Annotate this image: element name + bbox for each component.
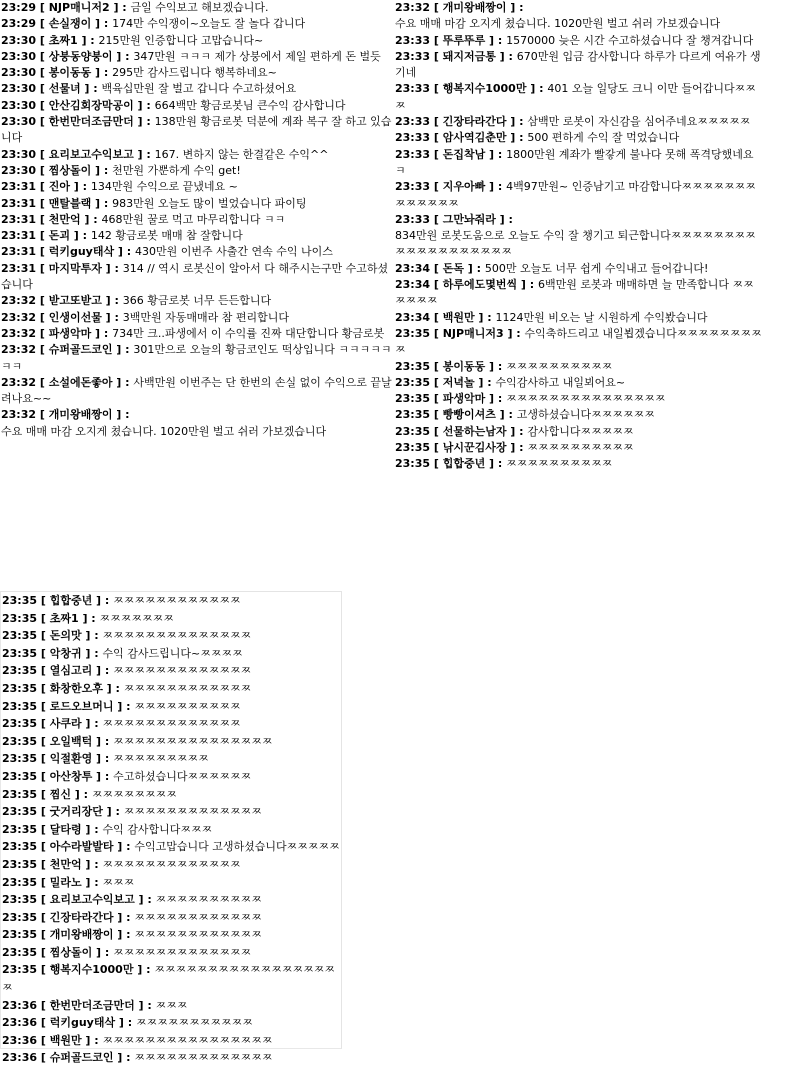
message-time: 23:30 bbox=[1, 33, 37, 47]
message-text: 215만원 인증합니다 고맙습니다~ bbox=[98, 33, 264, 47]
message-text: 1570000 늦은 시간 수고하셨습니다 잘 챙겨갑니다 bbox=[506, 33, 754, 47]
message-nickname: 오일백턱 bbox=[49, 734, 93, 748]
message-text: 수고하셨습니다ㅉㅉㅉㅉㅉㅉ bbox=[113, 769, 252, 783]
message-time: 23:35 bbox=[2, 769, 38, 783]
message-time: 23:35 bbox=[2, 875, 38, 889]
message-nickname: 힙합중년 bbox=[442, 457, 486, 471]
message-nickname: 요리보고수익보고 bbox=[49, 893, 135, 907]
message-time: 23:32 bbox=[1, 294, 37, 308]
message-nickname: 뚜루뚜루 bbox=[442, 33, 486, 47]
chat-message: 23:35 [ 힙합중년 ] : ㅉㅉㅉㅉㅉㅉㅉㅉㅉㅉㅉㅉ bbox=[2, 594, 241, 607]
chat-message: 23:35 [ 굿거리장단 ] : ㅉㅉㅉㅉㅉㅉㅉㅉㅉㅉㅉㅉㅉ bbox=[2, 805, 262, 819]
message-text: ㅉㅉㅉ bbox=[102, 875, 135, 889]
message-time: 23:33 bbox=[395, 82, 431, 96]
chat-message: 23:36 [ 슈퍼골드코인 ] : ㅉㅉㅉㅉㅉㅉㅉㅉㅉㅉㅉㅉㅉ bbox=[2, 1051, 273, 1065]
message-text: 347만원 ㅋㅋㅋ 제가 상붕에서 제일 편하게 돈 벌듯 bbox=[133, 49, 381, 63]
message-nickname: NJP매니저3 bbox=[442, 326, 504, 340]
message-time: 23:35 bbox=[395, 326, 431, 340]
message-text: 4백97만원~ 인증남기고 마감합니다ㅉㅉㅉㅉㅉㅉㅉㅉㅉㅉㅉㅉㅉ bbox=[395, 180, 756, 210]
chat-message: 23:30 [ 안산김회장막공이 ] : 664백만 황금로봇님 큰수익 감사합니다 bbox=[1, 98, 346, 112]
message-nickname: 개미왕배짱이 bbox=[48, 408, 113, 422]
message-time: 23:33 bbox=[395, 180, 431, 194]
message-text: 고생하셨습니다ㅉㅉㅉㅉㅉㅉ bbox=[516, 408, 655, 422]
message-time: 23:35 bbox=[2, 681, 38, 695]
message-text: ㅉㅉㅉ bbox=[155, 998, 188, 1012]
message-time: 23:29 bbox=[1, 1, 37, 14]
message-nickname: 찜상돌이 bbox=[49, 945, 93, 959]
message-time: 23:35 bbox=[2, 963, 38, 977]
message-text: ㅉㅉㅉㅉㅉㅉㅉㅉㅉㅉㅉㅉㅉ bbox=[102, 717, 241, 731]
message-text: ㅉㅉㅉㅉㅉㅉㅉㅉㅉㅉㅉㅉㅉㅉㅉㅉ bbox=[102, 1033, 273, 1047]
message-nickname: 하루에도몇번씩 bbox=[442, 278, 518, 292]
message-nickname: 초짜1 bbox=[49, 611, 79, 625]
chat-message: 23:35 [ 화창한오후 ] : ㅉㅉㅉㅉㅉㅉㅉㅉㅉㅉㅉㅉ bbox=[2, 681, 252, 695]
message-text: 수익 감사드립니다~ㅉㅉㅉㅉ bbox=[102, 646, 243, 660]
message-time: 23:35 bbox=[2, 840, 38, 854]
message-nickname: 인생이선물 bbox=[48, 310, 102, 324]
message-text: 수익감사하고 내일뵈어요~ bbox=[495, 375, 626, 389]
chat-message: 23:35 [ 파생악마 ] : ㅉㅉㅉㅉㅉㅉㅉㅉㅉㅉㅉㅉㅉㅉㅉ bbox=[395, 392, 666, 406]
message-text: 983만원 오늘도 많이 벌었습니다 파이팅 bbox=[112, 196, 307, 210]
message-time: 23:34 bbox=[395, 278, 431, 292]
message-text: 백육십만원 잘 벌고 갑니다 수고하셨어요 bbox=[101, 82, 297, 96]
chat-log-panel-1 bbox=[0, 0, 398, 537]
chat-message: 23:35 [ 선물하는남자 ] : 감사합니다ㅉㅉㅉㅉㅉ bbox=[395, 424, 634, 438]
message-text: 138만원 황금로봇 덕분에 계좌 복구 잘 하고 있습니다 bbox=[1, 115, 392, 145]
message-text: 734만 크..파생에서 이 수익률 진짜 대단합니다 황금로봇 bbox=[112, 326, 385, 340]
message-nickname: 초짜1 bbox=[48, 33, 78, 47]
message-time: 23:35 bbox=[2, 857, 38, 871]
chat-message: 23:32 [ 소설에돈좋아 ] : 사백만원 이번주는 단 한번의 손실 없이 수익으로 끝날려나요~~ bbox=[1, 375, 392, 406]
message-time: 23:35 bbox=[395, 375, 431, 389]
message-time: 23:36 bbox=[2, 1033, 38, 1047]
message-time: 23:35 bbox=[395, 408, 431, 422]
message-time: 23:32 bbox=[1, 375, 37, 389]
message-nickname: 백원만 bbox=[442, 310, 475, 324]
message-nickname: 맨탈블랙 bbox=[48, 196, 92, 210]
message-text: ㅉㅉㅉㅉㅉㅉㅉㅉㅉㅉㅉㅉㅉ bbox=[123, 805, 262, 819]
message-time: 23:29 bbox=[1, 17, 37, 31]
message-time: 23:36 bbox=[2, 998, 38, 1012]
message-nickname: 선물하는남자 bbox=[442, 424, 507, 438]
message-text: 수익축하드리고 내일뵙겠습니다ㅉㅉㅉㅉㅉㅉㅉㅉㅉ bbox=[395, 326, 762, 357]
message-nickname: 지우아빠 bbox=[442, 180, 486, 194]
message-text: ㅉㅉㅉㅉㅉㅉㅉㅉㅉㅉㅉㅉㅉ bbox=[102, 857, 241, 871]
message-time: 23:33 bbox=[395, 147, 431, 161]
message-time: 23:31 bbox=[1, 212, 37, 226]
chat-message: 23:35 [ 아산창투 ] : 수고하셨습니다ㅉㅉㅉㅉㅉㅉ bbox=[2, 769, 252, 783]
message-nickname: 낚시꾼김사장 bbox=[442, 441, 507, 455]
message-nickname: 익절환영 bbox=[49, 752, 93, 766]
message-nickname: 소설에돈좋아 bbox=[48, 375, 113, 389]
message-time: 23:35 bbox=[395, 359, 431, 373]
chat-message: 23:35 [ 개미왕배짱이 ] : ㅉㅉㅉㅉㅉㅉㅉㅉㅉㅉㅉㅉ bbox=[2, 928, 262, 942]
message-time: 23:36 bbox=[2, 1016, 38, 1030]
chat-message: 23:32 [ 인생이선물 ] : 3백만원 자동매매라 참 편리합니다 bbox=[1, 310, 290, 324]
message-nickname: 긴장타라간다 bbox=[49, 910, 114, 924]
chat-message: 23:35 [ 오일백턱 ] : ㅉㅉㅉㅉㅉㅉㅉㅉㅉㅉㅉㅉㅉㅉㅉ bbox=[2, 734, 273, 748]
message-text: 142 황금로봇 매매 참 잘합니다 bbox=[90, 229, 243, 243]
message-text: 134만원 수익으로 끝냈네요 ~ bbox=[90, 180, 238, 194]
message-time: 23:35 bbox=[2, 594, 38, 607]
chat-message: 23:35 [ 밀라노 ] : ㅉㅉㅉ bbox=[2, 875, 135, 889]
message-nickname: 행복지수1000만 bbox=[442, 82, 527, 96]
chat-message: 23:32 [ 파생악마 ] : 734만 크..파생에서 이 수익률 진짜 대단합니다 황금로봇 bbox=[1, 326, 385, 340]
message-text: ㅉㅉㅉㅉㅉㅉㅉㅉㅉㅉ bbox=[527, 441, 634, 455]
message-text: ㅉㅉㅉㅉㅉㅉㅉㅉㅉㅉㅉㅉㅉ bbox=[113, 664, 252, 678]
message-text: ㅉㅉㅉㅉㅉㅉㅉㅉㅉㅉㅉㅉㅉㅉㅉㅉㅉㅉ bbox=[2, 963, 336, 995]
message-text: 금일 수익보고 해보겠습니다. bbox=[130, 1, 269, 14]
message-nickname: 찜상돌이 bbox=[48, 163, 92, 177]
chat-message: 23:35 [ 로드오브머니 ] : ㅉㅉㅉㅉㅉㅉㅉㅉㅉㅉ bbox=[2, 699, 241, 713]
message-nickname: 돈괴 bbox=[48, 229, 70, 243]
message-nickname: 럭키guy태삭 bbox=[48, 245, 115, 259]
message-nickname: 마지막투자 bbox=[48, 261, 102, 275]
message-nickname: 굿거리장단 bbox=[49, 805, 103, 819]
message-time: 23:31 bbox=[1, 245, 37, 259]
chat-message: 23:35 [ 초짜1 ] : ㅉㅉㅉㅉㅉㅉㅉ bbox=[2, 611, 174, 625]
chat-message bbox=[394, 16, 764, 32]
message-text: ㅉㅉㅉㅉㅉㅉㅉㅉㅉㅉㅉ bbox=[136, 1016, 253, 1030]
message-nickname: 화창한오후 bbox=[49, 681, 103, 695]
chat-message: 23:35 [ 봉이동동 ] : ㅉㅉㅉㅉㅉㅉㅉㅉㅉㅉ bbox=[395, 359, 613, 373]
message-text: 수요 매매 마감 오지게 쳤습니다. 1020만원 벌고 쉬러 가보겠습니다 bbox=[1, 424, 327, 438]
message-text: 174만 수익쟁이~오늘도 잘 놀다 갑니다 bbox=[112, 17, 306, 31]
message-text: 수익고맙습니다 고생하셨습니다ㅉㅉㅉㅉㅉ bbox=[134, 840, 340, 854]
message-text: 1124만원 비오는 날 시원하게 수익봤습니다 bbox=[495, 310, 708, 324]
message-time: 23:35 bbox=[2, 611, 38, 625]
message-time: 23:32 bbox=[1, 408, 37, 422]
chat-message: 23:31 [ 천만억 ] : 468만원 꿀로 먹고 마무리합니다 ㅋㅋ bbox=[1, 212, 286, 226]
message-text: ㅉㅉㅉㅉㅉㅉㅉㅉㅉㅉㅉㅉㅉㅉ bbox=[102, 629, 252, 643]
message-text: 664백만 황금로봇님 큰수익 감사합니다 bbox=[154, 98, 346, 112]
chat-message: 23:30 [ 상붕동양붕이 ] : 347만원 ㅋㅋㅋ 제가 상붕에서 제일 편하게 돈 벌듯 bbox=[1, 49, 381, 63]
message-text: 천만원 가뿐하게 수익 get! bbox=[112, 163, 241, 177]
chat-message: 23:36 [ 럭키guy태삭 ] : ㅉㅉㅉㅉㅉㅉㅉㅉㅉㅉㅉ bbox=[2, 1016, 253, 1030]
message-nickname: 돈독 bbox=[442, 261, 464, 275]
message-nickname: 파생악마 bbox=[48, 326, 92, 340]
chat-message: 23:35 [ 아수라발발타 ] : 수익고맙습니다 고생하셨습니다ㅉㅉㅉㅉㅉ bbox=[2, 840, 340, 854]
message-nickname: 긴장타라간다 bbox=[442, 115, 507, 129]
message-time: 23:35 bbox=[2, 734, 38, 748]
chat-message: 23:33 [ 돈집착남 ] : 1800만원 계좌가 빨갛게 불나다 못해 폭격당했네요ㅋ bbox=[395, 147, 754, 177]
chat-message: 23:35 [ 악창귀 ] : 수익 감사드립니다~ㅉㅉㅉㅉ bbox=[2, 646, 243, 660]
chat-message: 23:32 [ 개미왕배짱이 ] : bbox=[395, 1, 524, 14]
message-time: 23:33 bbox=[395, 33, 431, 47]
message-text: ㅉㅉㅉㅉㅉㅉㅉㅉ bbox=[91, 787, 177, 801]
message-nickname: 천만억 bbox=[49, 857, 82, 871]
message-text: 468만원 꿀로 먹고 마무리합니다 ㅋㅋ bbox=[101, 212, 286, 226]
message-text: ㅉㅉㅉㅉㅉㅉㅉㅉㅉㅉㅉㅉ bbox=[123, 681, 252, 695]
message-nickname: 파생악마 bbox=[442, 392, 486, 406]
message-time: 23:33 bbox=[395, 212, 431, 226]
message-time: 23:32 bbox=[1, 310, 37, 324]
message-time: 23:33 bbox=[395, 49, 431, 63]
message-time: 23:30 bbox=[1, 147, 37, 161]
message-time: 23:35 bbox=[2, 822, 38, 836]
chat-message: 23:35 [ 열심고리 ] : ㅉㅉㅉㅉㅉㅉㅉㅉㅉㅉㅉㅉㅉ bbox=[2, 664, 252, 678]
chat-message: 23:30 [ 찜상돌이 ] : 천만원 가뿐하게 수익 get! bbox=[1, 163, 241, 177]
message-time: 23:32 bbox=[1, 343, 37, 357]
chat-message: 23:32 [ 받고또받고 ] : 366 황금로봇 너무 든든합니다 bbox=[1, 294, 272, 308]
message-text: 수요 매매 마감 오지게 쳤습니다. 1020만원 벌고 쉬러 가보겠습니다 bbox=[395, 17, 721, 31]
chat-message: 23:33 [ 그만놔줘라 ] : bbox=[395, 212, 513, 226]
chat-log-panel-2 bbox=[394, 0, 764, 537]
chat-message: 23:36 [ 백원만 ] : ㅉㅉㅉㅉㅉㅉㅉㅉㅉㅉㅉㅉㅉㅉㅉㅉ bbox=[2, 1033, 273, 1047]
chat-message: 23:33 [ 암사역김춘만 ] : 500 편하게 수익 잘 먹었습니다 bbox=[395, 131, 680, 145]
message-nickname: 돈집착남 bbox=[442, 147, 486, 161]
message-nickname: 빵빵이셔츠 bbox=[442, 408, 496, 422]
message-nickname: 슈퍼골드코인 bbox=[48, 343, 113, 357]
message-time: 23:35 bbox=[2, 664, 38, 678]
message-nickname: 돈의맛 bbox=[49, 629, 82, 643]
chat-message: 23:33 [ 지우아빠 ] : 4백97만원~ 인증남기고 마감합니다ㅉㅉㅉㅉㅉㅉㅉㅉㅉㅉㅉㅉㅉ bbox=[395, 180, 756, 210]
message-nickname: 안산김회장막공이 bbox=[48, 98, 134, 112]
message-time: 23:35 bbox=[2, 646, 38, 660]
chat-message: 23:35 [ 낚시꾼김사장 ] : ㅉㅉㅉㅉㅉㅉㅉㅉㅉㅉ bbox=[395, 441, 634, 455]
message-time: 23:35 bbox=[2, 928, 38, 942]
message-nickname: 럭키guy태삭 bbox=[49, 1016, 116, 1030]
message-text: 감사합니다ㅉㅉㅉㅉㅉ bbox=[527, 424, 634, 438]
chat-message: 23:36 [ 한번만더조금만더 ] : ㅉㅉㅉ bbox=[2, 998, 188, 1012]
message-nickname: 저녁놀 bbox=[442, 375, 475, 389]
message-text: 1800만원 계좌가 빨갛게 불나다 못해 폭격당했네요ㅋ bbox=[395, 147, 754, 177]
message-text: ㅉㅉㅉㅉㅉㅉㅉ bbox=[99, 611, 174, 625]
chat-message: 23:35 [ 긴장타라간다 ] : ㅉㅉㅉㅉㅉㅉㅉㅉㅉㅉㅉㅉ bbox=[2, 910, 262, 924]
chat-message: 23:33 [ 돼지저금통 ] : 670만원 입금 감사합니다 하루가 다르게 여유가 생기네 bbox=[395, 49, 761, 80]
message-nickname: 돼지저금통 bbox=[442, 49, 496, 63]
message-text: 401 오늘 일당도 크니 이만 들어갑니다ㅉㅉㅉ bbox=[395, 82, 756, 112]
message-time: 23:30 bbox=[1, 82, 37, 96]
message-nickname: 악창귀 bbox=[49, 646, 82, 660]
message-text: 670만원 입금 감사합니다 하루가 다르게 여유가 생기네 bbox=[395, 49, 761, 80]
message-time: 23:35 bbox=[2, 752, 38, 766]
chat-message: 23:35 [ 저녁놀 ] : 수익감사하고 내일뵈어요~ bbox=[395, 375, 626, 389]
chat-message: 23:35 [ 요리보고수익보고 ] : ㅉㅉㅉㅉㅉㅉㅉㅉㅉㅉ bbox=[2, 893, 262, 907]
chat-message: 23:33 [ 긴장타라간다 ] : 삼백만 로봇이 자신감을 심어주네요ㅉㅉㅉㅉㅉ bbox=[395, 115, 751, 129]
message-text: ㅉㅉㅉㅉㅉㅉㅉㅉㅉㅉ bbox=[506, 359, 613, 373]
chat-message: 23:35 [ 돈의맛 ] : ㅉㅉㅉㅉㅉㅉㅉㅉㅉㅉㅉㅉㅉㅉ bbox=[2, 629, 252, 643]
chat-message: 23:35 [ 찜신 ] : ㅉㅉㅉㅉㅉㅉㅉㅉ bbox=[2, 787, 177, 801]
message-time: 23:35 bbox=[2, 893, 38, 907]
message-text: ㅉㅉㅉㅉㅉㅉㅉㅉㅉㅉㅉㅉ bbox=[134, 910, 262, 924]
message-text: 314 // 역시 로봇신이 알아서 다 해주시는구만 수고하셨습니다 bbox=[1, 261, 389, 292]
chat-message: 23:29 [ 손실쟁이 ] : 174만 수익쟁이~오늘도 잘 놀다 갑니다 bbox=[1, 17, 306, 31]
message-text: ㅉㅉㅉㅉㅉㅉㅉㅉㅉㅉㅉㅉㅉ bbox=[113, 945, 252, 959]
message-text: 430만원 이번주 사출간 연속 수익 나이스 bbox=[135, 245, 333, 259]
message-time: 23:35 bbox=[395, 424, 431, 438]
message-text: ㅉㅉㅉㅉㅉㅉㅉㅉㅉㅉㅉㅉ bbox=[134, 928, 262, 942]
message-nickname: 달타령 bbox=[49, 822, 82, 836]
message-text: ㅉㅉㅉㅉㅉㅉㅉㅉㅉㅉ bbox=[506, 457, 613, 471]
chat-message: 23:30 [ 한번만더조금만더 ] : 138만원 황금로봇 덕분에 계좌 복구 잘 하고 있습니다 bbox=[1, 115, 392, 145]
message-text: 사백만원 이번주는 단 한번의 손실 없이 수익으로 끝날려나요~~ bbox=[1, 375, 392, 406]
message-nickname: 진아 bbox=[48, 180, 70, 194]
message-time: 23:31 bbox=[1, 261, 37, 275]
message-time: 23:35 bbox=[2, 945, 38, 959]
message-time: 23:32 bbox=[395, 1, 431, 14]
message-time: 23:35 bbox=[2, 910, 38, 924]
chat-message: 23:31 [ 진아 ] : 134만원 수익으로 끝냈네요 ~ bbox=[1, 180, 238, 194]
message-time: 23:35 bbox=[2, 717, 38, 731]
message-text: 295만 감사드립니다 행복하네요~ bbox=[112, 66, 277, 80]
chat-message: 23:31 [ 럭키guy태삭 ] : 430만원 이번주 사출간 연속 수익 나이스 bbox=[1, 245, 333, 259]
chat-message: 23:35 [ 행복지수1000만 ] : ㅉㅉㅉㅉㅉㅉㅉㅉㅉㅉㅉㅉㅉㅉㅉㅉㅉㅉ bbox=[2, 963, 336, 995]
message-nickname: 선물녀 bbox=[48, 82, 81, 96]
message-time: 23:35 bbox=[2, 629, 38, 643]
chat-log-panel-3 bbox=[0, 591, 342, 1065]
message-nickname: 로드오브머니 bbox=[49, 699, 114, 713]
chat-message: 23:32 [ 슈퍼골드코인 ] : 301만으로 오늘의 황금코인도 떡상입니다 ㅋㅋㅋㅋㅋㅋㅋ bbox=[1, 343, 392, 373]
message-text: 삼백만 로봇이 자신감을 심어주네요ㅉㅉㅉㅉㅉ bbox=[527, 115, 751, 129]
message-nickname: 상붕동양붕이 bbox=[48, 49, 113, 63]
message-nickname: 슈퍼골드코인 bbox=[49, 1051, 114, 1065]
message-time: 23:30 bbox=[1, 163, 37, 177]
message-time: 23:32 bbox=[1, 326, 37, 340]
message-time: 23:35 bbox=[395, 392, 431, 406]
chat-message: 23:31 [ 마지막투자 ] : 314 // 역시 로봇신이 알아서 다 해주시는구만 수고하셨습니다 bbox=[1, 261, 389, 292]
message-text: ㅉㅉㅉㅉㅉㅉㅉㅉㅉㅉㅉㅉㅉ bbox=[134, 1051, 273, 1065]
chat-message: 23:31 [ 맨탈블랙 ] : 983만원 오늘도 많이 벌었습니다 파이팅 bbox=[1, 196, 307, 210]
message-nickname: 아산창투 bbox=[49, 769, 93, 783]
message-time: 23:34 bbox=[395, 310, 431, 324]
message-nickname: 개미왕배짱이 bbox=[442, 1, 507, 14]
message-nickname: 봉이동동 bbox=[48, 66, 92, 80]
message-nickname: 찜신 bbox=[49, 787, 71, 801]
message-time: 23:35 bbox=[2, 787, 38, 801]
chat-message: 23:30 [ 초짜1 ] : 215만원 인증합니다 고맙습니다~ bbox=[1, 33, 264, 47]
message-nickname: 밀라노 bbox=[49, 875, 82, 889]
chat-message: 23:35 [ 익절환영 ] : ㅉㅉㅉㅉㅉㅉㅉㅉㅉ bbox=[2, 752, 209, 766]
message-text: ㅉㅉㅉㅉㅉㅉㅉㅉㅉㅉ bbox=[134, 699, 241, 713]
message-time: 23:31 bbox=[1, 180, 37, 194]
message-nickname: 받고또받고 bbox=[48, 294, 102, 308]
chat-message: 23:33 [ 행복지수1000만 ] : 401 오늘 일당도 크니 이만 들어갑니다ㅉㅉㅉ bbox=[395, 82, 756, 112]
chat-message: 23:34 [ 돈독 ] : 500만 오늘도 너무 쉽게 수익내고 들어갑니다! bbox=[395, 261, 709, 275]
chat-message bbox=[394, 228, 764, 261]
chat-message: 23:35 [ 사쿠라 ] : ㅉㅉㅉㅉㅉㅉㅉㅉㅉㅉㅉㅉㅉ bbox=[2, 717, 241, 731]
message-nickname: 요리보고수익보고 bbox=[48, 147, 134, 161]
chat-message: 23:30 [ 봉이동동 ] : 295만 감사드립니다 행복하네요~ bbox=[1, 66, 277, 80]
message-text: ㅉㅉㅉㅉㅉㅉㅉㅉㅉㅉㅉㅉ bbox=[113, 594, 241, 607]
message-time: 23:36 bbox=[2, 1051, 38, 1065]
message-time: 23:30 bbox=[1, 98, 37, 112]
chat-message: 23:32 [ 개미왕배짱이 ] : bbox=[1, 408, 130, 422]
message-nickname: 개미왕배짱이 bbox=[49, 928, 114, 942]
chat-message: 23:29 [ NJP매니저2 ] : 금일 수익보고 해보겠습니다. bbox=[1, 1, 269, 14]
message-text: 301만으로 오늘의 황금코인도 떡상입니다 ㅋㅋㅋㅋㅋㅋㅋ bbox=[1, 343, 392, 373]
message-nickname: 아수라발발타 bbox=[49, 840, 114, 854]
message-time: 23:35 bbox=[395, 441, 431, 455]
message-time: 23:33 bbox=[395, 115, 431, 129]
chat-message: 23:35 [ NJP매니저3 ] : 수익축하드리고 내일뵙겠습니다ㅉㅉㅉㅉㅉㅉㅉㅉㅉ bbox=[395, 326, 762, 357]
chat-message: 23:35 [ 찜상돌이 ] : ㅉㅉㅉㅉㅉㅉㅉㅉㅉㅉㅉㅉㅉ bbox=[2, 945, 252, 959]
message-time: 23:30 bbox=[1, 49, 37, 63]
chat-message: 23:30 [ 선물녀 ] : 백육십만원 잘 벌고 갑니다 수고하셨어요 bbox=[1, 82, 297, 96]
message-text: 수익 감사합니다ㅉㅉㅉ bbox=[102, 822, 213, 836]
chat-message: 23:35 [ 힙합중년 ] : ㅉㅉㅉㅉㅉㅉㅉㅉㅉㅉ bbox=[395, 457, 613, 471]
chat-message: 23:34 [ 하루에도몇번씩 ] : 6백만원 로봇과 매매하면 늘 만족합니다 ㅉㅉㅉㅉㅉㅉ bbox=[395, 278, 754, 308]
message-text: 500만 오늘도 너무 쉽게 수익내고 들어갑니다! bbox=[484, 261, 709, 275]
message-text: 366 황금로봇 너무 든든합니다 bbox=[122, 294, 272, 308]
chat-message: 23:35 [ 달타령 ] : 수익 감사합니다ㅉㅉㅉ bbox=[2, 822, 213, 836]
message-nickname: 암사역김춘만 bbox=[442, 131, 507, 145]
message-nickname: 한번만더조금만더 bbox=[48, 115, 134, 129]
message-time: 23:31 bbox=[1, 196, 37, 210]
message-time: 23:30 bbox=[1, 115, 37, 129]
message-nickname: 백원만 bbox=[49, 1033, 82, 1047]
chat-message: 23:33 [ 뚜루뚜루 ] : 1570000 늦은 시간 수고하셨습니다 잘 챙겨갑니다 bbox=[395, 33, 754, 47]
message-text: ㅉㅉㅉㅉㅉㅉㅉㅉㅉㅉㅉㅉㅉㅉㅉ bbox=[113, 734, 273, 748]
message-nickname: 사쿠라 bbox=[49, 717, 82, 731]
chat-message: 23:31 [ 돈괴 ] : 142 황금로봇 매매 참 잘합니다 bbox=[1, 229, 243, 243]
message-nickname: 천만억 bbox=[48, 212, 81, 226]
message-text: ㅉㅉㅉㅉㅉㅉㅉㅉㅉㅉㅉㅉㅉㅉㅉ bbox=[506, 392, 666, 406]
chat-message: 23:30 [ 요리보고수익보고 ] : 167. 변하지 않는 한결같은 수익^^ bbox=[1, 147, 329, 161]
message-time: 23:35 bbox=[395, 457, 431, 471]
message-time: 23:30 bbox=[1, 66, 37, 80]
message-nickname: 열심고리 bbox=[49, 664, 93, 678]
message-text: ㅉㅉㅉㅉㅉㅉㅉㅉㅉㅉ bbox=[155, 893, 262, 907]
chat-message: 23:34 [ 백원만 ] : 1124만원 비오는 날 시원하게 수익봤습니다 bbox=[395, 310, 708, 324]
message-nickname: 봉이동동 bbox=[442, 359, 486, 373]
message-nickname: 그만놔줘라 bbox=[442, 212, 496, 226]
chat-message: 23:35 [ 빵빵이셔츠 ] : 고생하셨습니다ㅉㅉㅉㅉㅉㅉ bbox=[395, 408, 655, 422]
message-text: 6백만원 로봇과 매매하면 늘 만족합니다 ㅉㅉㅉㅉㅉㅉ bbox=[395, 278, 754, 308]
message-text: 834만원 로봇도움으로 오늘도 수익 잘 챙기고 퇴근합니다ㅉㅉㅉㅉㅉㅉㅉㅉㅉㅉㅉㅉㅉㅉㅉㅉㅉㅉㅉ bbox=[395, 229, 756, 259]
message-nickname: 손실쟁이 bbox=[48, 17, 92, 31]
message-time: 23:35 bbox=[2, 805, 38, 819]
message-nickname: 행복지수1000만 bbox=[49, 963, 134, 977]
message-text: 500 편하게 수익 잘 먹었습니다 bbox=[527, 131, 680, 145]
message-time: 23:31 bbox=[1, 229, 37, 243]
message-nickname: 힙합중년 bbox=[49, 594, 93, 607]
message-nickname: 한번만더조금만더 bbox=[49, 998, 135, 1012]
message-time: 23:35 bbox=[2, 699, 38, 713]
message-text: 167. 변하지 않는 한결같은 수익^^ bbox=[154, 147, 329, 161]
message-text: 3백만원 자동매매라 참 편리합니다 bbox=[122, 310, 290, 324]
chat-message: 23:35 [ 천만억 ] : ㅉㅉㅉㅉㅉㅉㅉㅉㅉㅉㅉㅉㅉ bbox=[2, 857, 241, 871]
message-text: ㅉㅉㅉㅉㅉㅉㅉㅉㅉ bbox=[113, 752, 209, 766]
message-time: 23:33 bbox=[395, 131, 431, 145]
message-time: 23:34 bbox=[395, 261, 431, 275]
chat-message bbox=[0, 424, 398, 440]
message-nickname: NJP매니저2 bbox=[48, 1, 110, 14]
